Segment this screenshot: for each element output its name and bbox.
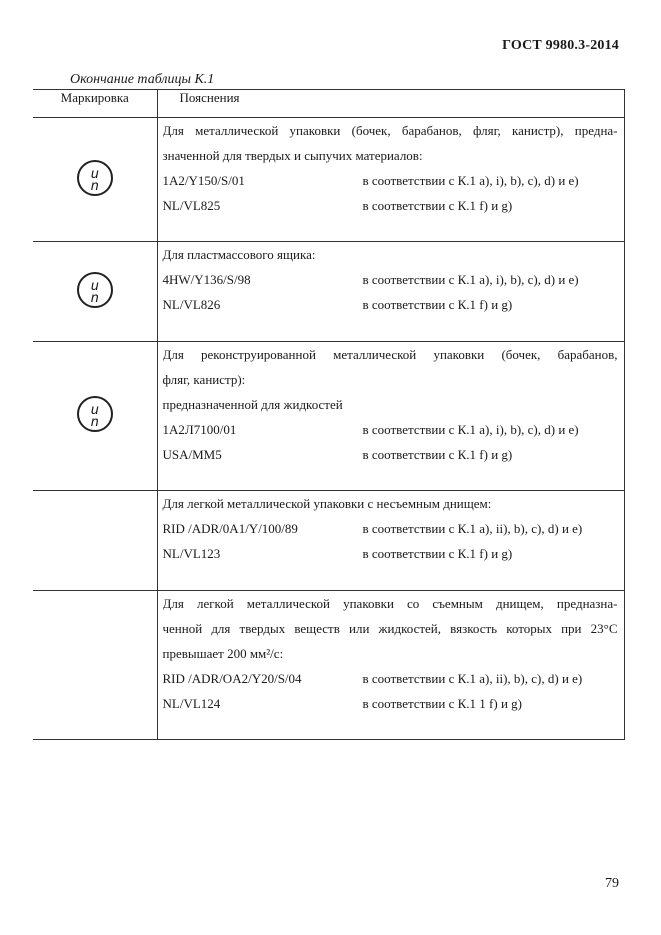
column-header-marking: Маркировка bbox=[33, 90, 157, 118]
marking-code-line bbox=[163, 691, 618, 716]
marking-code: 1A2Л7100/01 bbox=[162, 422, 237, 437]
marking-reference: в соответствии с К.1 а), i), b), c), d) и e) bbox=[362, 272, 579, 287]
page-number: 79 bbox=[605, 876, 619, 891]
marking-cell bbox=[33, 491, 157, 591]
marking-code: NL/VL123 bbox=[162, 546, 221, 561]
explanation-text: Для легкой металлической упаковки со съемным днищем, предназна- bbox=[162, 596, 618, 611]
explanation-text: фляг, канистр): bbox=[162, 372, 246, 387]
marking-code: RID /ADR/0A1/Y/100/89 bbox=[162, 521, 298, 536]
table-header-row bbox=[33, 90, 624, 118]
table-row bbox=[33, 342, 624, 491]
explanation-cell bbox=[157, 118, 624, 242]
marking-code-line bbox=[163, 442, 618, 467]
marking-cell bbox=[33, 591, 157, 740]
table-row bbox=[33, 118, 624, 242]
table-row bbox=[33, 591, 624, 740]
un-packaging-symbol-icon: u n bbox=[77, 160, 113, 196]
explanation-text: предназначенной для жидкостей bbox=[162, 397, 343, 412]
marking-reference: в соответствии с К.1 а), ii), b), c), d) и e) bbox=[362, 671, 583, 686]
explanation-text: Для легкой металлической упаковки с несъемным днищем: bbox=[162, 496, 492, 511]
marking-code: USA/MM5 bbox=[162, 447, 222, 462]
table-row bbox=[33, 242, 624, 342]
explanation-cell bbox=[157, 342, 624, 491]
marking-reference: в соответствии с К.1 а), i), b), c), d) и e) bbox=[362, 173, 579, 188]
column-header-explanations: Пояснения bbox=[157, 90, 624, 118]
explanation-cell bbox=[157, 591, 624, 740]
explanation-cell bbox=[157, 491, 624, 591]
marking-code: RID /ADR/OA2/Y20/S/04 bbox=[162, 671, 302, 686]
explanation-cell bbox=[157, 242, 624, 342]
marking-reference: в соответствии с К.1 а), ii), b), c), d) и e) bbox=[362, 521, 583, 536]
document-standard-header: ГОСТ 9980.3-2014 bbox=[502, 38, 619, 53]
explanation-text: ченной для твердых веществ или жидкостей, вязкость которых при 23°C bbox=[162, 621, 618, 636]
marking-code: NL/VL826 bbox=[162, 297, 221, 312]
table-caption: Окончание таблицы К.1 bbox=[70, 72, 215, 87]
marking-reference: в соответствии с К.1 1 f) и g) bbox=[362, 696, 522, 711]
marking-code-line bbox=[163, 168, 618, 193]
marking-code-line bbox=[163, 666, 618, 691]
marking-cell bbox=[33, 242, 157, 342]
un-packaging-symbol-icon: u n bbox=[77, 396, 113, 432]
explanation-text: Для металлической упаковки (бочек, барабанов, фляг, канистр), предна- bbox=[162, 123, 618, 138]
explanation-text: Для реконструированной металлической упаковки (бочек, барабанов, bbox=[162, 347, 618, 362]
marking-cell bbox=[33, 118, 157, 242]
marking-code: NL/VL825 bbox=[162, 198, 221, 213]
marking-code: 1A2/Y150/S/01 bbox=[162, 173, 245, 188]
marking-cell bbox=[33, 342, 157, 491]
marking-reference: в соответствии с К.1 а), i), b), c), d) и e) bbox=[362, 422, 579, 437]
marking-code-line bbox=[163, 267, 618, 292]
marking-code-line bbox=[163, 541, 618, 566]
marking-code: NL/VL124 bbox=[162, 696, 221, 711]
marking-reference: в соответствии с К.1 f) и g) bbox=[362, 546, 513, 561]
un-packaging-symbol-icon: u n bbox=[77, 272, 113, 308]
marking-reference: в соответствии с К.1 f) и g) bbox=[362, 198, 513, 213]
marking-code-line bbox=[163, 417, 618, 442]
marking-code-line bbox=[163, 193, 618, 218]
explanation-text: превышает 200 мм²/с: bbox=[162, 646, 284, 661]
marking-reference: в соответствии с К.1 f) и g) bbox=[362, 447, 513, 462]
marking-table bbox=[33, 89, 625, 740]
marking-code: 4HW/Y136/S/98 bbox=[162, 272, 251, 287]
marking-code-line bbox=[163, 292, 618, 317]
marking-code-line bbox=[163, 516, 618, 541]
explanation-text: значенной для твердых и сыпучих материалов: bbox=[162, 148, 423, 163]
explanation-text: Для пластмассового ящика: bbox=[162, 247, 316, 262]
table-row bbox=[33, 491, 624, 591]
marking-reference: в соответствии с К.1 f) и g) bbox=[362, 297, 513, 312]
